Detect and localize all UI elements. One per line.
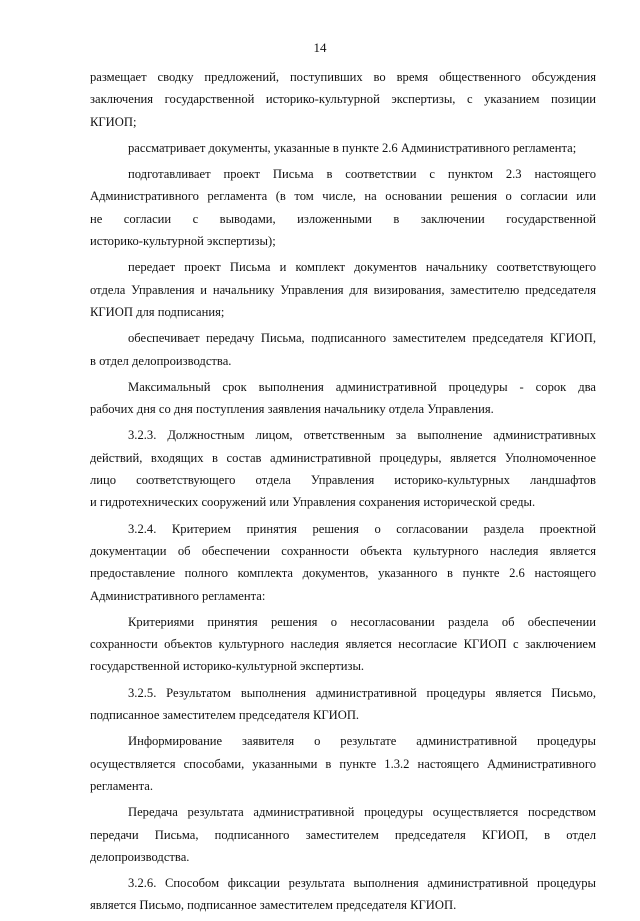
text-line: подписанное заместителем председателя КГИОП. xyxy=(90,708,360,723)
text-line: отдела Управления и начальнику Управления для визирования, заместителю председателя xyxy=(90,282,596,297)
text-line: является Письмо, подписанное заместителем председателя КГИОП. xyxy=(90,898,457,913)
text-line: Административного регламента: xyxy=(90,588,266,603)
text-line: в отдел делопроизводства. xyxy=(90,353,232,368)
paragraph xyxy=(90,327,596,372)
text-line: регламента. xyxy=(90,778,153,793)
text-line: подготавливает проект Письма в соответствии с пунктом 2.3 настоящего xyxy=(128,167,596,182)
text-line: государственной историко-культурной экспертизы. xyxy=(90,659,365,674)
text-line: и гидротехнических сооружений или Управления сохранения исторической среды. xyxy=(90,495,536,510)
text-line: 3.2.6. Способом фиксации результата выполнения административной процедуры xyxy=(128,876,596,891)
paragraph xyxy=(90,611,596,678)
text-line: делопроизводства. xyxy=(90,849,190,864)
text-line: Передача результата административной процедуры осуществляется посредством xyxy=(128,805,596,820)
text-line: документации об обеспечении сохранности объекта культурного наследия является xyxy=(90,543,596,558)
text-line: сохранности объектов культурного наследия является несогласие КГИОП с заключением xyxy=(90,637,596,652)
text-line: КГИОП; xyxy=(90,114,137,129)
paragraph xyxy=(90,163,596,252)
paragraph xyxy=(90,730,596,797)
paragraph xyxy=(90,256,596,323)
text-line: рабочих дня со дня поступления заявления начальнику отдела Управления. xyxy=(90,402,494,417)
text-line: Критериями принятия решения о несогласовании раздела об обеспечении xyxy=(128,614,596,629)
text-line: 3.2.5. Результатом выполнения административной процедуры является Письмо, xyxy=(128,685,596,700)
text-line: обеспечивает передачу Письма, подписанного заместителем председателя КГИОП, xyxy=(128,331,596,346)
text-line: КГИОП для подписания; xyxy=(90,304,225,319)
text-line: рассматривает документы, указанные в пункте 2.6 Административного регламента; xyxy=(128,140,577,155)
text-line: Административного регламента (в том числе, на основании решения о согласии или xyxy=(90,189,596,204)
document-body xyxy=(90,66,596,921)
text-line: размещает сводку предложений, поступивших во время общественного обсуждения xyxy=(90,70,596,84)
text-line: не согласии с выводами, изложенными в заключении государственной xyxy=(90,211,596,226)
paragraph xyxy=(90,424,596,513)
text-line: действий, входящих в состав административной процедуры, является Уполномоченное xyxy=(90,450,596,465)
text-line: осуществляется способами, указанными в пункте 1.3.2 настоящего Административного xyxy=(90,756,596,771)
text-line: предоставление полного комплекта документов, указанного в пункте 2.6 настоящего xyxy=(90,566,596,581)
text-line: передает проект Письма и комплект документов начальнику соответствующего xyxy=(128,260,596,275)
text-line: лицо соответствующего отдела Управления историко-культурных ландшафтов xyxy=(90,473,596,488)
page-number: 14 xyxy=(313,40,327,55)
text-line: передачи Письма, подписанного заместителем председателя КГИОП, в отдел xyxy=(90,827,596,842)
text-line: Максимальный срок выполнения административной процедуры - сорок два xyxy=(128,379,596,394)
paragraph xyxy=(90,376,596,421)
paragraph xyxy=(90,801,596,868)
text-line: 3.2.3. Должностным лицом, ответственным за выполнение административных xyxy=(128,428,596,443)
paragraph xyxy=(90,872,596,917)
text-line: Информирование заявителя о результате административной процедуры xyxy=(128,734,596,749)
paragraph xyxy=(90,137,596,159)
paragraph xyxy=(90,682,596,727)
paragraph xyxy=(90,66,596,133)
paragraph xyxy=(90,518,596,607)
text-line: 3.2.4. Критерием принятия решения о согласовании раздела проектной xyxy=(128,521,596,536)
text-line: историко-культурной экспертизы); xyxy=(90,234,276,249)
text-line: заключения государственной историко-культурной экспертизы, с указанием позиции xyxy=(90,92,596,107)
